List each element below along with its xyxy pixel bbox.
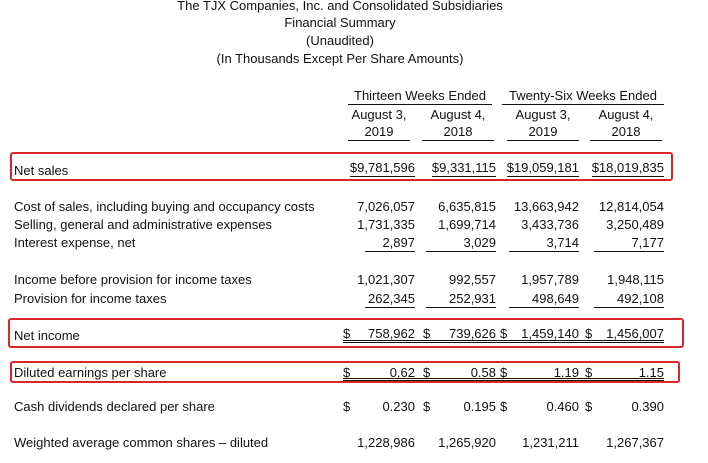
weighted-shares-value-3: 1,231,211 [522, 435, 579, 450]
weighted-shares-label: Weighted average common shares – diluted [14, 435, 269, 450]
diluted-eps-double-underline [343, 378, 664, 381]
net-income-double-underline [343, 340, 664, 343]
unaudited-note: (Unaudited) [306, 33, 374, 48]
cash-dividends-value-4: 0.390 [631, 399, 664, 414]
cash-dividends-currency-1: $ [343, 399, 351, 414]
sga-value-3: 3,433,736 [521, 217, 579, 232]
diluted-eps-value-2: 0.58 [470, 365, 496, 380]
diluted-eps-label: Diluted earnings per share [14, 365, 167, 380]
interest-expense-value-3: 3,714 [509, 234, 579, 252]
income-before-taxes-label: Income before provision for income taxes [14, 272, 252, 287]
provision-taxes-label: Provision for income taxes [14, 291, 167, 306]
net-income-currency-2: $ [423, 326, 431, 341]
col-1-year: 2019 [348, 123, 410, 141]
cash-dividends-currency-3: $ [500, 399, 508, 414]
cost-of-sales-value-1: 7,026,057 [357, 199, 415, 214]
cost-of-sales-value-4: 12,814,054 [598, 199, 664, 214]
cash-dividends-value-1: 0.230 [382, 399, 415, 414]
col-3-year: 2019 [507, 123, 579, 141]
net-income-currency-4: $ [585, 326, 593, 341]
cash-dividends-currency-2: $ [423, 399, 431, 414]
col-2-month: August 4, [430, 107, 486, 122]
provision-taxes-value-2: 252,931 [426, 290, 496, 308]
net-sales-value-3: $19,059,181 [506, 160, 579, 175]
diluted-eps-currency-4: $ [585, 365, 593, 380]
sga-label: Selling, general and administrative expenses [14, 217, 272, 232]
diluted-eps-currency-3: $ [500, 365, 508, 380]
net-sales-value-1: $9,781,596 [349, 160, 415, 175]
net-income-value-2: 739,626 [449, 326, 496, 341]
company-title: The TJX Companies, Inc. and Consolidated Subsidiaries [177, 0, 503, 13]
interest-expense-value-4: 7,177 [594, 234, 664, 252]
diluted-eps-value-3: 1.19 [553, 365, 579, 380]
net-income-value-4: 1,456,007 [606, 326, 664, 341]
net-income-label: Net income [14, 328, 80, 343]
group-header-thirteen-weeks: Thirteen Weeks Ended [348, 87, 492, 105]
net-income-value-1: 758,962 [368, 326, 415, 341]
diluted-eps-currency-1: $ [343, 365, 351, 380]
col-3-month: August 3, [515, 107, 571, 122]
cash-dividends-label: Cash dividends declared per share [14, 399, 215, 414]
net-sales-value-4: $18,019,835 [591, 160, 664, 175]
interest-expense-label: Interest expense, net [14, 235, 136, 250]
cost-of-sales-value-3: 13,663,942 [513, 199, 579, 214]
report-title: Financial Summary [284, 15, 396, 30]
diluted-eps-value-1: 0.62 [389, 365, 415, 380]
col-4-month: August 4, [598, 107, 654, 122]
cost-of-sales-label: Cost of sales, including buying and occupancy costs [14, 199, 315, 214]
weighted-shares-value-2: 1,265,920 [438, 435, 496, 450]
cash-dividends-value-3: 0.460 [546, 399, 579, 414]
net-income-currency-1: $ [343, 326, 351, 341]
weighted-shares-value-1: 1,228,986 [357, 435, 415, 450]
income-before-taxes-value-1: 1,021,307 [357, 272, 415, 287]
provision-taxes-value-3: 498,649 [509, 290, 579, 308]
weighted-shares-value-4: 1,267,367 [606, 435, 664, 450]
net-income-currency-3: $ [500, 326, 508, 341]
cost-of-sales-value-2: 6,635,815 [438, 199, 496, 214]
sga-value-4: 3,250,489 [606, 217, 664, 232]
col-1-month: August 3, [351, 107, 407, 122]
income-before-taxes-value-2: 992,557 [449, 272, 496, 287]
net-income-value-3: 1,459,140 [521, 326, 579, 341]
sga-value-1: 1,731,335 [357, 217, 415, 232]
provision-taxes-value-4: 492,108 [594, 290, 664, 308]
col-4-year: 2018 [590, 123, 662, 141]
col-2-year: 2018 [422, 123, 494, 141]
net-sales-value-2: $9,331,115 [431, 160, 496, 175]
interest-expense-value-1: 2,897 [365, 234, 415, 252]
units-note: (In Thousands Except Per Share Amounts) [216, 51, 464, 66]
interest-expense-value-2: 3,029 [426, 234, 496, 252]
sga-value-2: 1,699,714 [438, 217, 496, 232]
group-header-twentysix-weeks: Twenty-Six Weeks Ended [502, 87, 664, 105]
income-before-taxes-value-3: 1,957,789 [521, 272, 579, 287]
provision-taxes-value-1: 262,345 [365, 290, 415, 308]
cash-dividends-currency-4: $ [585, 399, 593, 414]
cash-dividends-value-2: 0.195 [463, 399, 496, 414]
diluted-eps-currency-2: $ [423, 365, 431, 380]
income-before-taxes-value-4: 1,948,115 [607, 272, 664, 287]
net-sales-label: Net sales [14, 163, 69, 178]
diluted-eps-value-4: 1.15 [638, 365, 664, 380]
